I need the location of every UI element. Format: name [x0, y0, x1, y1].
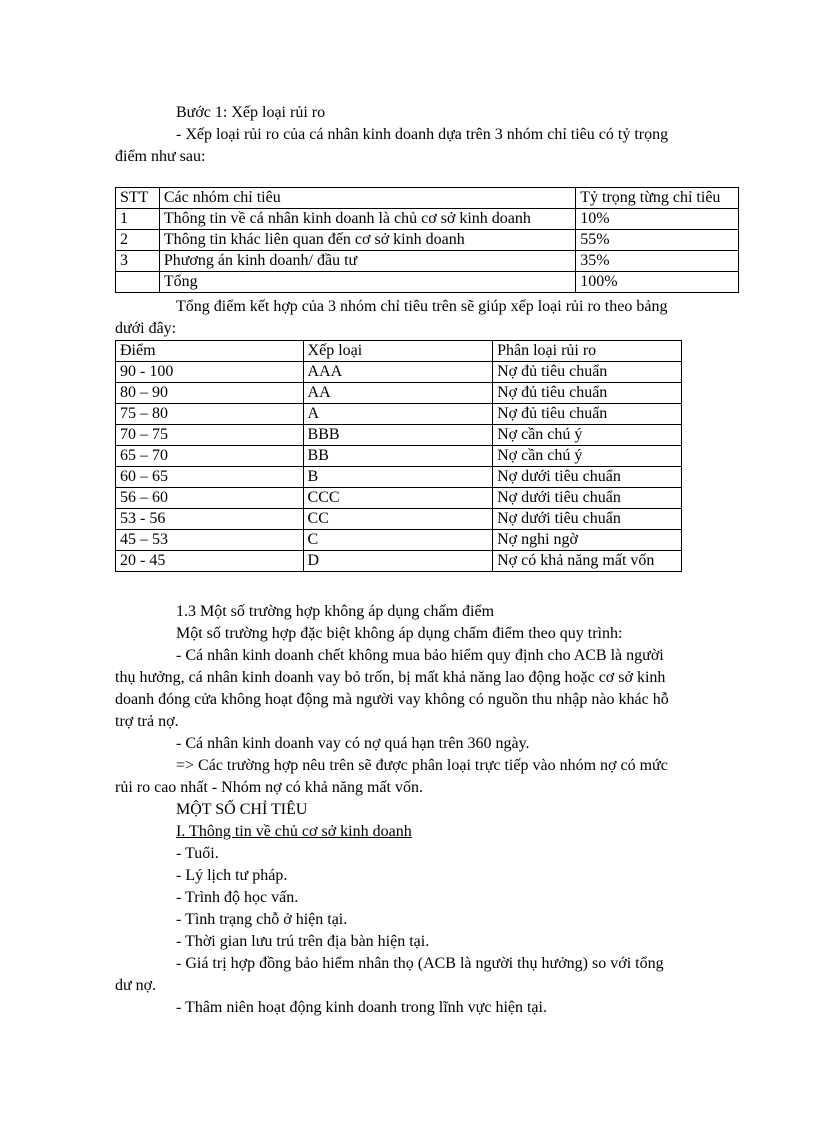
case1-line2: thụ hưởng, cá nhân kinh doanh vay bỏ trốn, bị mất khả năng lao động hoặc cơ sở kinh: [115, 669, 666, 686]
table-cell: Nợ cần chú ý: [493, 446, 682, 467]
indicators-heading: MỘT SỐ CHỈ TIÊU: [176, 801, 308, 818]
case2-line: - Cá nhân kinh doanh vay có nợ quá hạn trên 360 ngày.: [176, 735, 530, 752]
table-row: [116, 251, 739, 272]
table-cell: 70 – 75: [116, 425, 304, 446]
table-cell: Tổng: [159, 272, 575, 293]
table-cell: 75 – 80: [116, 404, 304, 425]
table-row: [116, 467, 682, 488]
table-cell: 53 - 56: [116, 509, 304, 530]
combined-line1: Tổng điểm kết hợp của 3 nhóm chỉ tiêu trên sẽ giúp xếp loại rủi ro theo bảng: [176, 298, 668, 315]
table-cell: A: [303, 404, 493, 425]
header-cell: Xếp loại: [303, 341, 493, 362]
table-cell: 65 – 70: [116, 446, 304, 467]
table-row: [116, 383, 682, 404]
indicator-insurance-line2: dư nợ.: [115, 977, 157, 994]
table-cell: 55%: [576, 230, 739, 251]
table-cell: Nợ đủ tiêu chuẩn: [493, 404, 682, 425]
table-cell: Thông tin về cá nhân kinh doanh là chủ cơ sở kinh doanh: [159, 209, 575, 230]
table-cell: Nợ dưới tiêu chuẩn: [493, 488, 682, 509]
case1-line3: doanh đóng cửa không hoạt động mà người vay không có nguồn thu nhập nào khác hỗ: [115, 691, 669, 708]
table-cell: B: [303, 467, 493, 488]
indicator-seniority: - Thâm niên hoạt động kinh doanh trong lĩnh vực hiện tại.: [176, 999, 547, 1016]
table-cell: BB: [303, 446, 493, 467]
step1-intro-line2: điểm như sau:: [115, 148, 206, 165]
table-cell: 1: [116, 209, 160, 230]
table-cell: 90 - 100: [116, 362, 304, 383]
table-row: [116, 404, 682, 425]
table-cell: Nợ cần chú ý: [493, 425, 682, 446]
table-header-row: [116, 341, 682, 362]
table-cell: Nợ có khả năng mất vốn: [493, 551, 682, 572]
table-cell: 45 – 53: [116, 530, 304, 551]
table-cell: 100%: [576, 272, 739, 293]
table-cell: CC: [303, 509, 493, 530]
table-cell: 20 - 45: [116, 551, 304, 572]
table-row: [116, 425, 682, 446]
rating-table: [115, 340, 682, 572]
table-cell: Thông tin khác liên quan đến cơ sở kinh doanh: [159, 230, 575, 251]
case1-line4: trợ trả nợ.: [115, 713, 179, 730]
section13-intro: Một số trường hợp đặc biệt không áp dụng chấm điểm theo quy trình:: [176, 625, 623, 642]
combined-line2: dưới đây:: [115, 320, 177, 337]
indicator-item: - Lý lịch tư pháp.: [176, 867, 288, 884]
table-cell: 35%: [576, 251, 739, 272]
table-cell: BBB: [303, 425, 493, 446]
table-row: [116, 230, 739, 251]
table-row: [116, 488, 682, 509]
table-row: [116, 272, 739, 293]
header-cell: Các nhóm chỉ tiêu: [159, 188, 575, 209]
indicators-subheading: I. Thông tin về chủ cơ sở kinh doanh: [176, 823, 412, 840]
table-cell: 56 – 60: [116, 488, 304, 509]
header-cell: Điểm: [116, 341, 304, 362]
table-cell: [116, 272, 160, 293]
table-cell: Nợ nghi ngờ: [493, 530, 682, 551]
table-cell: 2: [116, 230, 160, 251]
table-cell: Nợ dưới tiêu chuẩn: [493, 509, 682, 530]
indicator-item: - Tuổi.: [176, 845, 219, 862]
indicator-item: - Thời gian lưu trú trên địa bàn hiện tại.: [176, 933, 430, 950]
table-row: [116, 530, 682, 551]
header-cell: Tỷ trọng từng chỉ tiêu: [576, 188, 739, 209]
table-row: [116, 509, 682, 530]
header-cell: Phân loại rủi ro: [493, 341, 682, 362]
table-row: [116, 551, 682, 572]
table-cell: AAA: [303, 362, 493, 383]
table-cell: 80 – 90: [116, 383, 304, 404]
step1-heading: Bước 1: Xếp loại rủi ro: [176, 104, 326, 121]
section13-heading: 1.3 Một số trường hợp không áp dụng chấm điểm: [176, 603, 495, 620]
conclusion-line1: => Các trường hợp nêu trên sẽ được phân loại trực tiếp vào nhóm nợ có mức: [176, 757, 668, 774]
table-cell: 3: [116, 251, 160, 272]
step1-intro-line1: - Xếp loại rủi ro của cá nhân kinh doanh dựa trên 3 nhóm chỉ tiêu có tỷ trọng: [176, 126, 669, 143]
table-cell: Nợ đủ tiêu chuẩn: [493, 383, 682, 404]
indicator-item: - Tình trạng chỗ ở hiện tại.: [176, 911, 348, 928]
table-row: [116, 446, 682, 467]
table-cell: 10%: [576, 209, 739, 230]
table-cell: Nợ đủ tiêu chuẩn: [493, 362, 682, 383]
table-cell: 60 – 65: [116, 467, 304, 488]
table-row: [116, 209, 739, 230]
table-cell: CCC: [303, 488, 493, 509]
table-cell: C: [303, 530, 493, 551]
table-cell: AA: [303, 383, 493, 404]
table-row: [116, 362, 682, 383]
table-cell: D: [303, 551, 493, 572]
case1-line1: - Cá nhân kinh doanh chết không mua bảo hiểm quy định cho ACB là người: [176, 647, 664, 664]
table-header-row: [116, 188, 739, 209]
indicator-item: - Trình độ học vấn.: [176, 889, 299, 906]
table-cell: Nợ dưới tiêu chuẩn: [493, 467, 682, 488]
table-cell: Phương án kinh doanh/ đầu tư: [159, 251, 575, 272]
weight-table: [115, 187, 739, 293]
header-cell: STT: [116, 188, 160, 209]
indicator-insurance-line1: - Giá trị hợp đồng bảo hiểm nhân thọ (ACB là người thụ hưởng) so với tổng: [176, 955, 664, 972]
conclusion-line2: rủi ro cao nhất - Nhóm nợ có khả năng mất vốn.: [115, 779, 423, 796]
